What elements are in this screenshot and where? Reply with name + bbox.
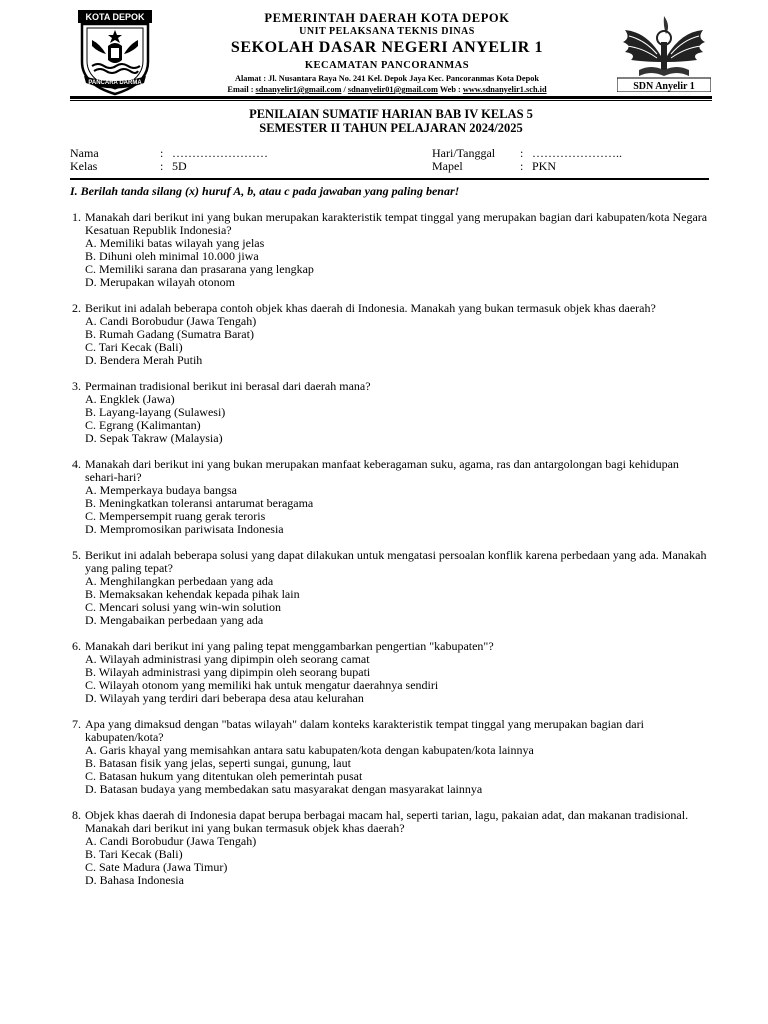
subject-colon: :: [520, 159, 524, 173]
email-link-2[interactable]: sdnanyelir01@gmail.com: [347, 85, 438, 94]
question-item: [72, 302, 712, 367]
answer-option-a[interactable]: A. Candi Borobudur (Jawa Tengah): [85, 314, 257, 328]
question-text: Objek khas daerah di Indonesia dapat berupa berbagai macam hal, seperti tarian, lagu, pakaian adat, dan makanan tradisional. Manakah dari berikut ini yang bukan termasuk objek khas daerah?: [85, 808, 689, 835]
student-fields: [70, 147, 268, 173]
answer-option-a[interactable]: A. Candi Borobudur (Jawa Tengah): [85, 834, 257, 848]
question-text: Manakah dari berikut ini yang bukan merupakan karakteristik tempat tinggal yang merupakan bagian dari kabupaten/kota Negara Kesatuan Republik Indonesia?: [85, 210, 708, 237]
district-name: KECAMATAN PANCORANMAS: [304, 60, 470, 71]
answer-option-d[interactable]: D. Mengabaikan perbedaan yang ada: [85, 613, 264, 627]
answer-option-d[interactable]: D. Wilayah yang terdiri dari beberapa desa atau kelurahan: [85, 691, 364, 705]
answer-option-c[interactable]: C. Egrang (Kalimantan): [85, 418, 201, 432]
field-name-row: [70, 147, 268, 160]
question-item: [72, 549, 712, 627]
question-item: [72, 458, 712, 536]
question-number: 1.: [72, 210, 81, 224]
answer-option-d[interactable]: D. Sepak Takraw (Malaysia): [85, 431, 223, 445]
question-text: Manakah dari berikut ini yang paling tepat menggambarkan pengertian "kabupaten"?: [85, 639, 494, 653]
date-label: Hari/Tanggal: [432, 146, 496, 160]
question-number: 5.: [72, 548, 81, 562]
class-label: Kelas: [70, 159, 98, 173]
fields-divider: [70, 178, 709, 180]
answer-option-b[interactable]: B. Dihuni oleh minimal 10.000 jiwa: [85, 249, 259, 263]
question-text: Apa yang dimaksud dengan "batas wilayah" dalam konteks karakteristik tempat tinggal yang merupakan bagian dari kabupaten/kota?: [85, 717, 644, 744]
kota-depok-crest-icon: [78, 10, 152, 96]
answer-option-d[interactable]: D. Bendera Merah Putih: [85, 353, 203, 367]
government-name: PEMERINTAH DAERAH KOTA DEPOK: [264, 11, 510, 25]
question-number: 7.: [72, 717, 81, 731]
answer-option-a[interactable]: A. Engklek (Jawa): [85, 392, 175, 406]
name-field[interactable]: ……………………: [172, 146, 268, 160]
question-number: 2.: [72, 301, 81, 315]
question-list: [72, 211, 712, 900]
answer-option-b[interactable]: B. Batasan fisik yang jelas, seperti sungai, gunung, laut: [85, 756, 351, 770]
email-separator: /: [343, 85, 346, 94]
crest-motto-text: PANCARA DARMA: [88, 80, 142, 86]
answer-option-d[interactable]: D. Merupakan wilayah otonom: [85, 275, 235, 289]
exam-fields: [432, 147, 622, 173]
answer-option-d[interactable]: D. Mempromosikan pariwisata Indonesia: [85, 522, 284, 536]
question-text: Manakah dari berikut ini yang bukan merupakan manfaat keberagaman suku, agama, ras dan antargolongan bagi kehidupan sehari-hari?: [85, 457, 679, 484]
date-colon: :: [520, 146, 524, 160]
logo-label-text: SDN Anyelir 1: [633, 81, 695, 92]
answer-option-c[interactable]: C. Wilayah otonom yang memiliki hak untuk mengatur daerahnya sendiri: [85, 678, 439, 692]
answer-option-b[interactable]: B. Rumah Gadang (Sumatra Barat): [85, 327, 254, 341]
field-subject-row: [432, 160, 622, 173]
class-colon: :: [160, 159, 164, 173]
question-number: 6.: [72, 639, 81, 653]
question-number: 8.: [72, 808, 81, 822]
letterhead: [70, 8, 712, 96]
school-address: Alamat : Jl. Nusantara Raya No. 241 Kel. Depok Jaya Kec. Pancoranmas Kota Depok: [235, 74, 539, 83]
answer-option-a[interactable]: A. Wilayah administrasi yang dipimpin oleh seorang camat: [85, 652, 370, 666]
answer-option-a[interactable]: A. Memiliki batas wilayah yang jelas: [85, 236, 265, 250]
letterhead-rule-thick: [70, 96, 712, 99]
unit-name: UNIT PELAKSANA TEKNIS DINAS: [299, 26, 475, 37]
subject-value: PKN: [532, 159, 557, 173]
exam-title-line-1: PENILAIAN SUMATIF HARIAN BAB IV KELAS 5: [249, 107, 533, 121]
answer-option-b[interactable]: B. Memaksakan kehendak kepada pihak lain: [85, 587, 300, 601]
answer-option-c[interactable]: C. Mempersempit ruang gerak teroris: [85, 509, 266, 523]
question-item: [72, 718, 712, 796]
field-class-row: [70, 160, 268, 173]
name-label: Nama: [70, 146, 99, 160]
answer-option-a[interactable]: A. Garis khayal yang memisahkan antara satu kabupaten/kota dengan kabupaten/kota lainnya: [85, 743, 534, 757]
web-label: Web :: [439, 85, 461, 94]
question-number: 3.: [72, 379, 81, 393]
answer-option-c[interactable]: C. Mencari solusi yang win-win solution: [85, 600, 281, 614]
question-item: [72, 809, 712, 887]
exam-title-line-2: SEMESTER II TAHUN PELAJARAN 2024/2025: [259, 121, 523, 135]
name-colon: :: [160, 146, 164, 160]
sdn-anyelir-logo-icon: [617, 12, 711, 92]
question-item: [72, 380, 712, 445]
answer-option-b[interactable]: B. Layang-layang (Sulawesi): [85, 405, 226, 419]
crest-top-text: KOTA DEPOK: [85, 12, 145, 22]
question-text: Berikut ini adalah beberapa solusi yang dapat dilakukan untuk mengatasi persoalan konflik karena perbedaan yang ada. Manakah yang paling tepat?: [85, 548, 707, 575]
question-item: [72, 640, 712, 705]
class-value: 5D: [172, 159, 187, 173]
answer-option-c[interactable]: C. Tari Kecak (Bali): [85, 340, 183, 354]
answer-option-b[interactable]: B. Wilayah administrasi yang dipimpin oleh seorang bupati: [85, 665, 371, 679]
answer-option-d[interactable]: D. Bahasa Indonesia: [85, 873, 184, 887]
question-text: Berikut ini adalah beberapa contoh objek khas daerah di Indonesia. Manakah yang bukan termasuk objek khas daerah?: [85, 301, 656, 315]
answer-option-b[interactable]: B. Meningkatkan toleransi antarumat beragama: [85, 496, 314, 510]
section-instruction: I. Berilah tanda silang (x) huruf A, b, atau c pada jawaban yang paling benar!: [70, 184, 460, 198]
email-link-1[interactable]: sdnanyelir1@gmail.com: [255, 85, 342, 94]
answer-option-c[interactable]: C. Memiliki sarana dan prasarana yang lengkap: [85, 262, 314, 276]
subject-label: Mapel: [432, 159, 463, 173]
question-number: 4.: [72, 457, 81, 471]
question-text: Permainan tradisional berikut ini berasal dari daerah mana?: [85, 379, 371, 393]
answer-option-c[interactable]: C. Sate Madura (Jawa Timur): [85, 860, 228, 874]
answer-option-d[interactable]: D. Batasan budaya yang membedakan satu masyarakat dengan masyarakat lainnya: [85, 782, 483, 796]
contact-line: [162, 84, 612, 95]
answer-option-a[interactable]: A. Menghilangkan perbedaan yang ada: [85, 574, 274, 588]
letterhead-text: [162, 8, 612, 95]
web-link[interactable]: www.sdnanyelir1.sch.id: [462, 85, 547, 94]
date-field[interactable]: …………………..: [532, 146, 622, 160]
answer-option-b[interactable]: B. Tari Kecak (Bali): [85, 847, 183, 861]
answer-option-a[interactable]: A. Memperkaya budaya bangsa: [85, 483, 237, 497]
exam-title: [70, 107, 712, 135]
email-label: Email :: [227, 85, 254, 94]
school-name: SEKOLAH DASAR NEGERI ANYELIR 1: [230, 39, 544, 56]
question-item: [72, 211, 712, 289]
letterhead-rule-thin: [70, 100, 712, 101]
answer-option-c[interactable]: C. Batasan hukum yang ditentukan oleh pemerintah pusat: [85, 769, 363, 783]
